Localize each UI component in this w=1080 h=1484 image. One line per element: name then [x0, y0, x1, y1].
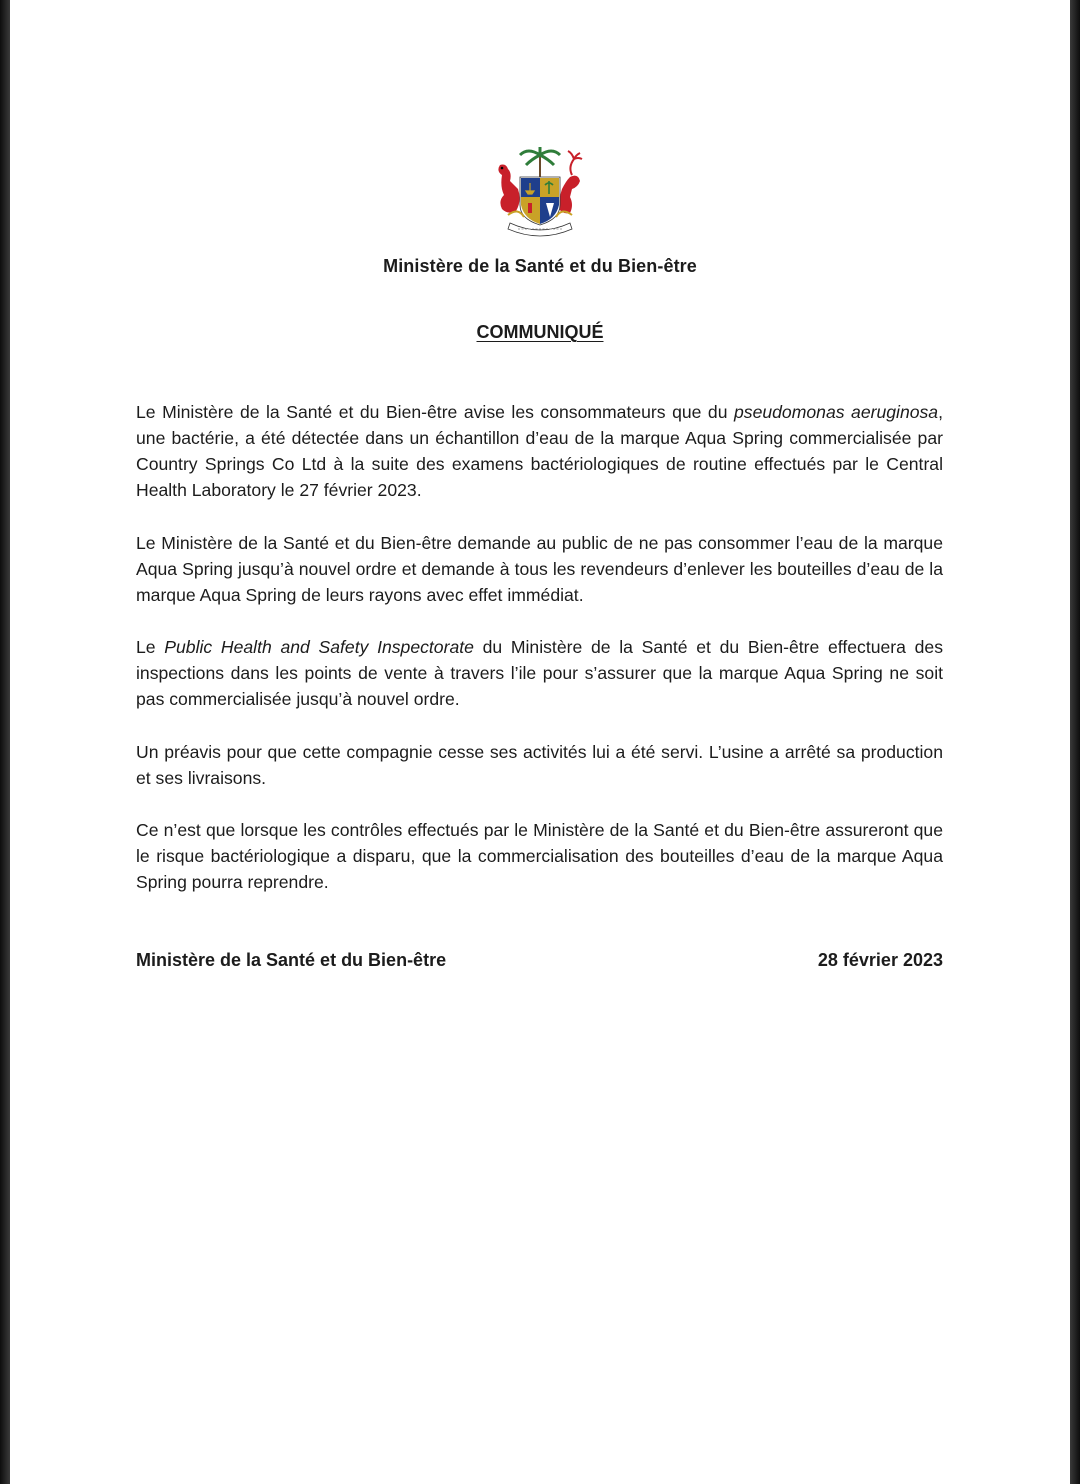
coat-of-arms-icon — [488, 145, 592, 241]
left-dark-border — [0, 0, 10, 1484]
paragraph-5: Ce n’est que lorsque les contrôles effectués par le Ministère de la Santé et du Bien-être assureront que le risque bactériologique a disparu, que la commercialisation des bouteilles d’eau de la marque Aqua Spring pourra reprendre. — [136, 820, 943, 892]
document-title: COMMUNIQUÉ — [476, 322, 604, 342]
paragraph-3-text-a: Le — [136, 637, 165, 657]
paragraph-2: Le Ministère de la Santé et du Bien-être demande au public de ne pas consommer l’eau de la marque Aqua Spring jusqu’à nouvel ordre et demande à tous les revendeurs d’enlever les bouteilles d’eau de la marque Aqua Spring de leurs rayons avec effet immédiat. — [136, 533, 943, 605]
signoff — [136, 950, 943, 971]
paragraph-3-italic: Public Health and Safety Inspectorate — [164, 637, 474, 657]
signoff-date: 28 février 2023 — [817, 950, 943, 970]
paragraph-1 — [136, 399, 943, 503]
paragraph-3-text-b: du Ministère de la Santé et du Bien-être effectuera des inspections dans les points de vente à travers l’ile pour s’assurer que la marque Aqua Spring ne soit pas commercialisée jusqu’à nouvel ordre. — [136, 637, 943, 709]
document-page — [10, 0, 1070, 1484]
right-dark-border — [1070, 0, 1080, 1484]
paragraph-1-italic: pseudomonas aeruginosa — [734, 402, 939, 422]
ministry-header: Ministère de la Santé et du Bien-être — [383, 256, 697, 276]
paragraph-1-text-a: Le Ministère de la Santé et du Bien-être avise les consommateurs que du — [136, 402, 734, 422]
paragraph-1-text-b: , une bactérie, a été détectée dans un échantillon d’eau de la marque Aqua Spring commercialisée par Country Springs Co Ltd à la suite des examens bactériologiques de routine effectués par le Central Health Laboratory le 27 février 2023. — [136, 402, 943, 500]
signoff-ministry: Ministère de la Santé et du Bien-être — [136, 950, 447, 970]
paragraph-4: Un préavis pour que cette compagnie cesse ses activités lui a été servi. L’usine a arrêté sa production et ses livraisons. — [136, 742, 943, 788]
paragraph-3 — [136, 634, 943, 712]
